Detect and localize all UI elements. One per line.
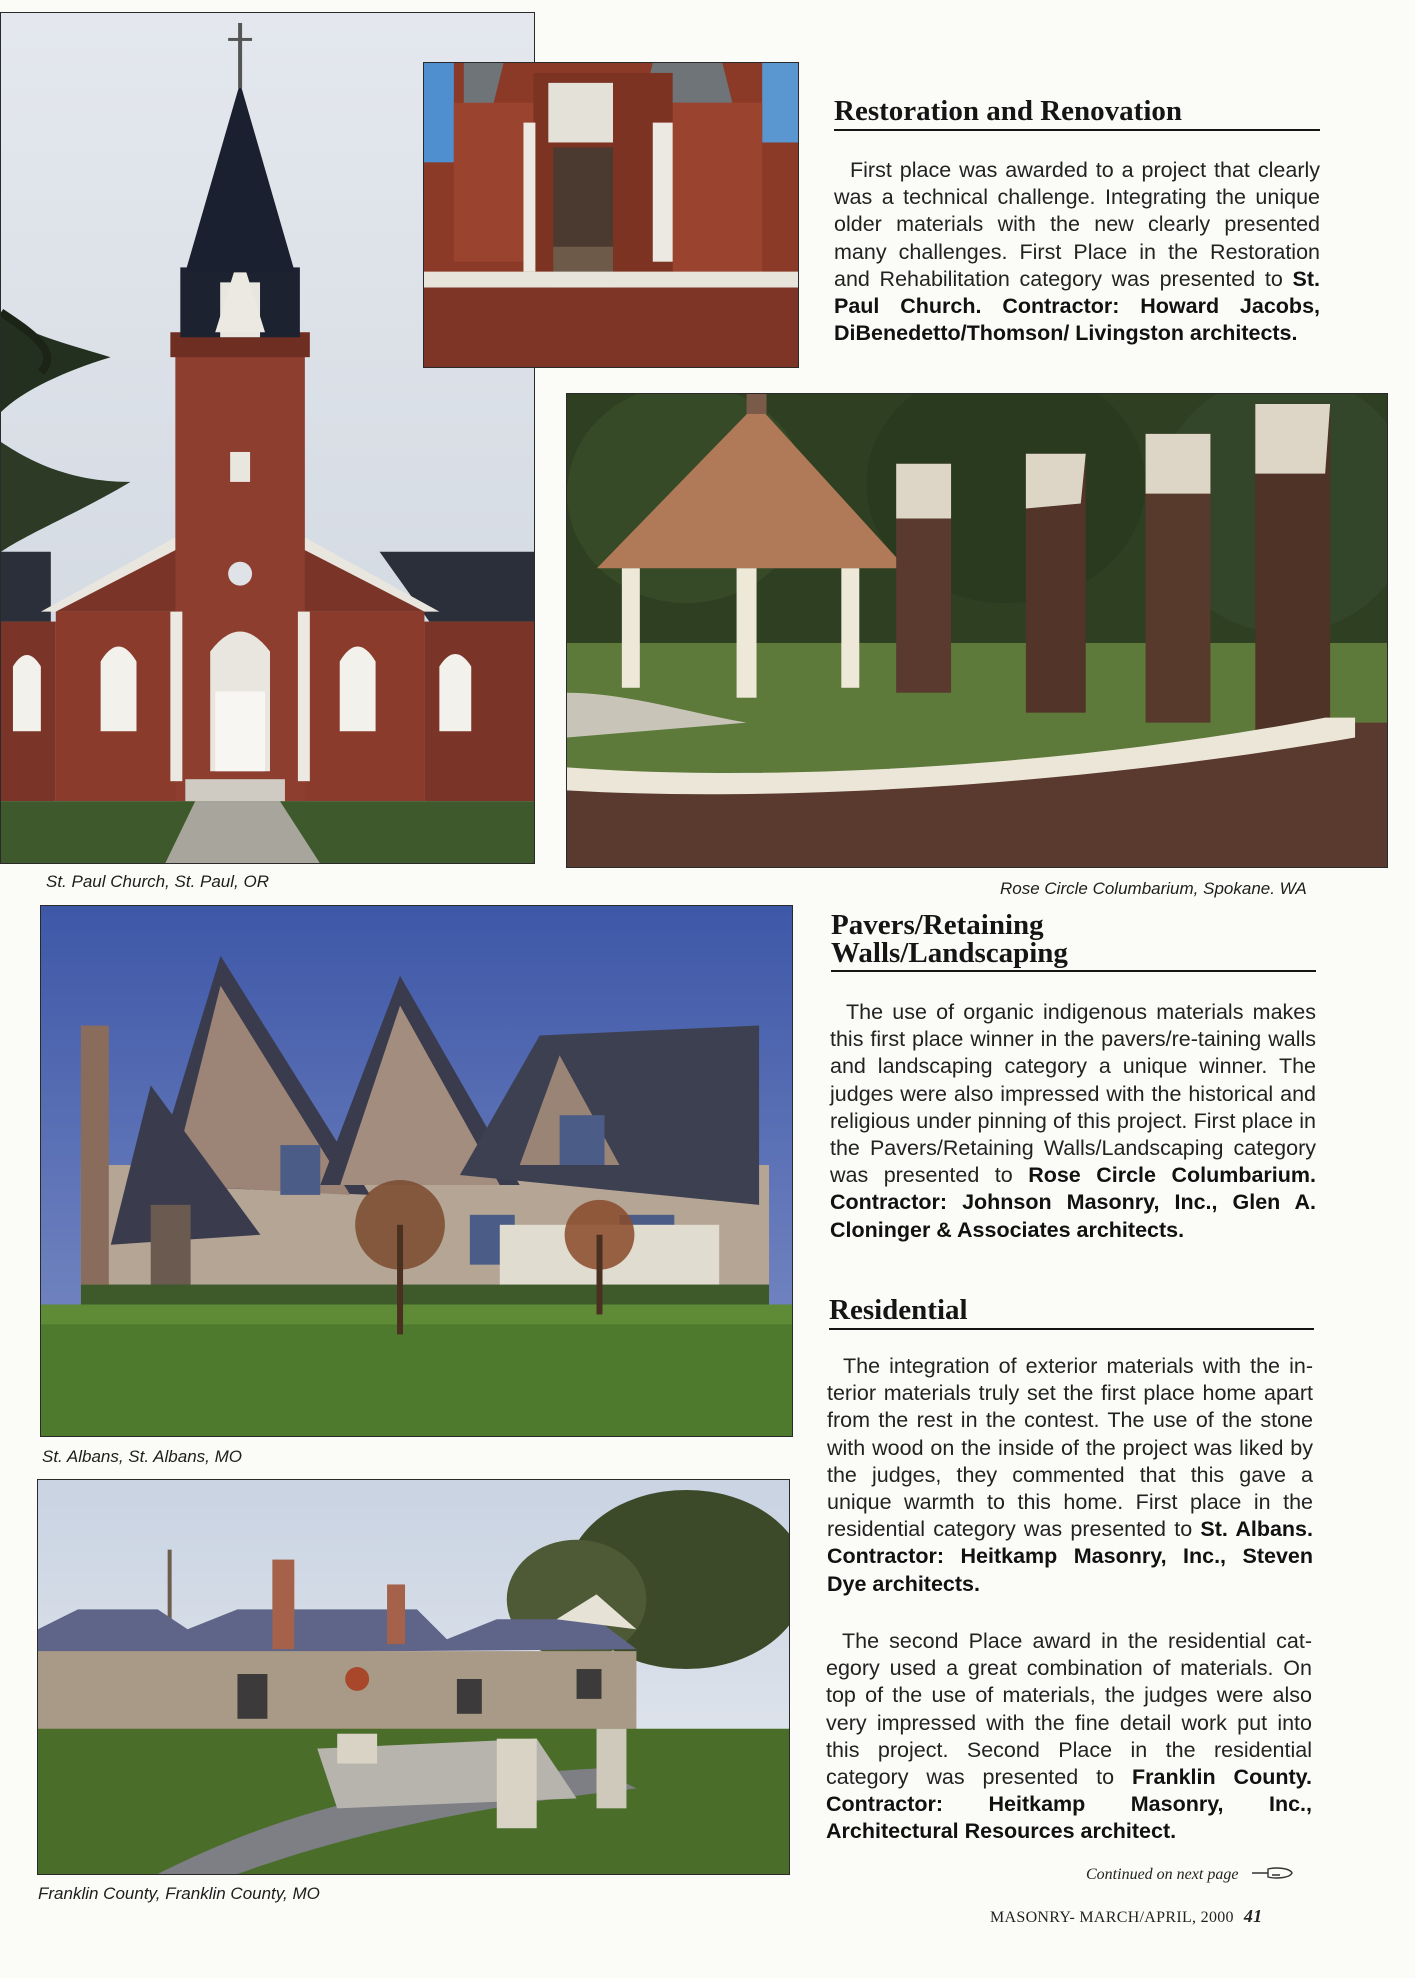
residential-body-1 (827, 1353, 1313, 1598)
residential-body-2 (826, 1628, 1312, 1846)
pavers-winner: Rose Circle Columbarium. Contractor: Johnson Masonry, Inc., Glen A. Cloninger & Associates architects. (830, 1163, 1316, 1242)
restoration-text: First place was awarded to a project that clearly was a technical challenge. Integrating the unique older materials with the new clearly presented many challenges. First Place in the Restoration and Rehabilitation category was presented to (834, 158, 1320, 291)
franklin-county-photo (37, 1479, 790, 1875)
pointing-hand-icon (1250, 1865, 1296, 1886)
footer-publication: MASONRY- MARCH/APRIL, 2000 (990, 1909, 1234, 1926)
restoration-heading (834, 97, 1320, 131)
caption-columbarium: Rose Circle Columbarium, Spokane. WA (1000, 879, 1307, 898)
pavers-title-line2: Walls/Landscaping (831, 937, 1068, 969)
pavers-text: The use of organic indigenous materials makes this first place winner in the pavers/re-taining walls and landscaping category a unique winner. The judges were also impressed with the historical and religious under pinning of this project. First place in the Pavers/Retaining Walls/Landscaping category was presented to (830, 1000, 1316, 1188)
residential-title: Residential (829, 1294, 968, 1326)
columbarium-photo (566, 393, 1388, 868)
page-number: 41 (1243, 1906, 1263, 1926)
residential-winner-2: Franklin County. Contractor: Heitkamp Masonry, Inc., Architectural Resources architect. (826, 1765, 1312, 1844)
st-albans-photo (40, 905, 793, 1437)
continued-note (1086, 1865, 1296, 1886)
residential-text-2: The second Place award in the residential cat-egory used a great combination of materials. On top of the use of materials, the judges were also very impressed with the fine detail work put into this project. Second Place in the residential category was presented to (826, 1629, 1312, 1790)
residential-text-1: The integration of exterior materials with the in-terior materials truly set the first place home apart from the rest in the contest. The use of the stone with wood on the inside of the project was liked by the judges, they commented that this gave a unique warmth to this home. First place in the residential category was presented to (827, 1354, 1313, 1542)
caption-franklin-county: Franklin County, Franklin County, MO (38, 1884, 320, 1903)
continued-text: Continued on next page (1086, 1866, 1239, 1884)
residential-heading (829, 1296, 1314, 1330)
restoration-title: Restoration and Renovation (834, 95, 1183, 127)
pavers-heading (831, 911, 1316, 972)
pavers-title-line1: Pavers/Retaining (831, 909, 1044, 941)
tower-detail-photo (423, 62, 799, 368)
residential-winner-1: St. Albans. Contractor: Heitkamp Masonry, Inc., Steven Dye architects. (827, 1517, 1313, 1596)
caption-church: St. Paul Church, St. Paul, OR (46, 872, 269, 891)
caption-st-albans: St. Albans, St. Albans, MO (42, 1447, 242, 1466)
page-footer (990, 1906, 1262, 1927)
restoration-winner: St. Paul Church. Contractor: Howard Jacobs, DiBenedetto/Thomson/ Livingston architects. (834, 266, 1320, 346)
restoration-body (834, 157, 1320, 347)
pavers-body (830, 999, 1316, 1244)
